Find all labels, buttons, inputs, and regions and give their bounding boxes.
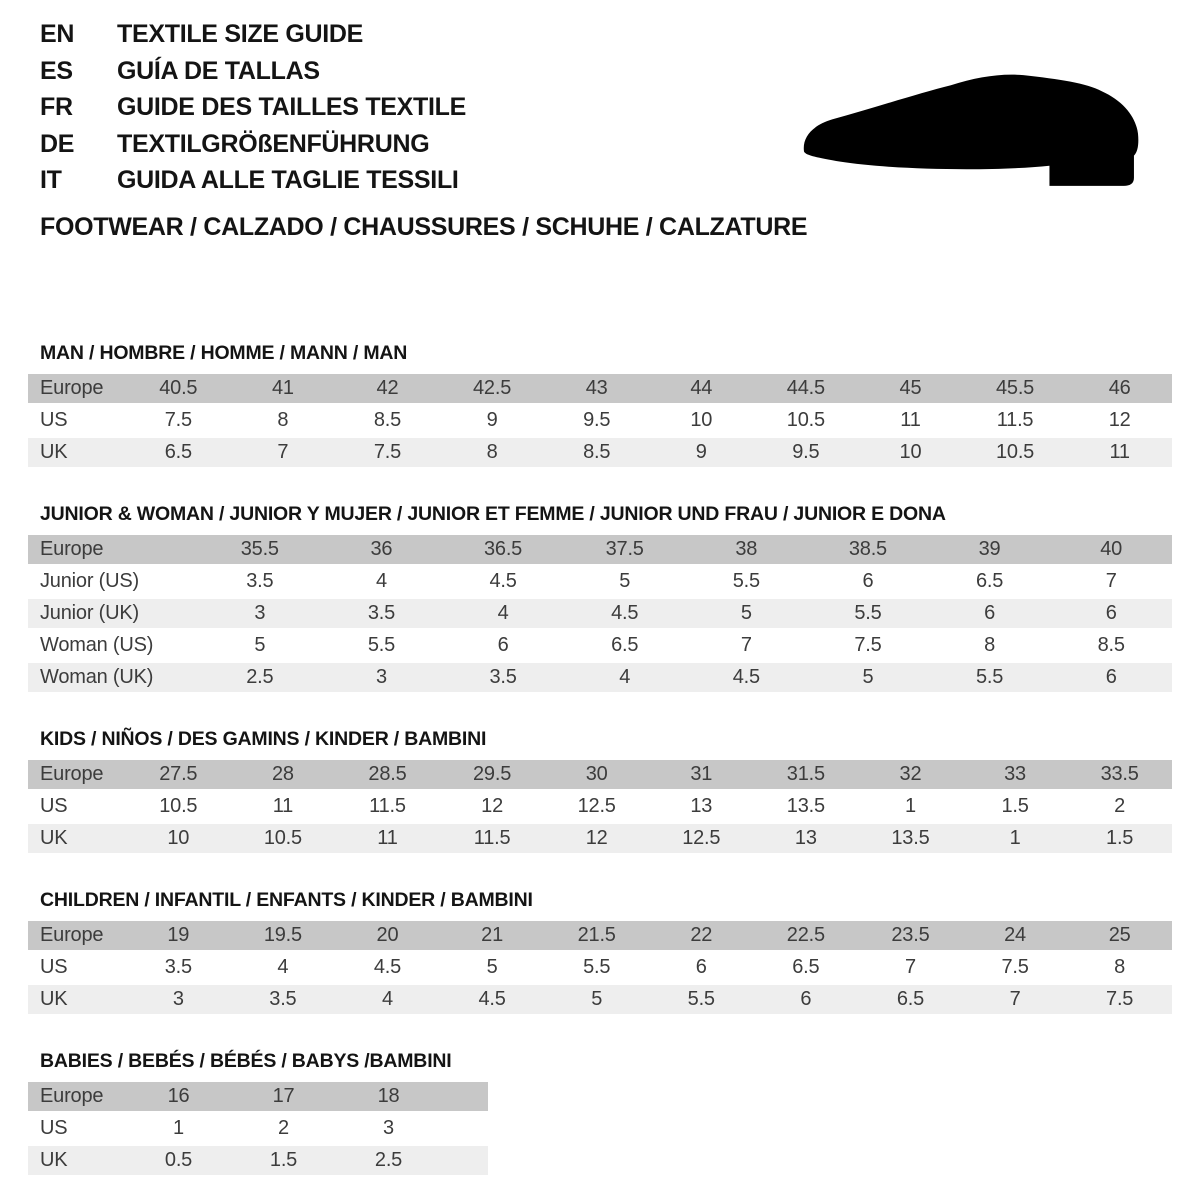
table-row [28,663,1172,692]
size-cell: 5.5 [975,665,1004,688]
size-cell: 5.5 [367,633,396,656]
size-cell: 6.5 [611,633,639,656]
size-cell: 42 [376,376,399,399]
language-code: IT [40,166,62,194]
table-row [28,1146,488,1175]
size-cell: 45 [899,376,922,399]
size-table [28,921,1172,1014]
size-cell: 1.5 [1001,794,1029,817]
language-title: GUIDE DES TAILLES TEXTILE [117,93,467,121]
size-cell: 11 [900,408,921,431]
size-cell: 44 [690,376,713,399]
row-label: Europe [40,376,104,399]
size-cell: 12.5 [682,826,721,849]
size-cell: 7 [740,633,752,656]
language-title-row [28,16,1172,53]
category-heading: FOOTWEAR / CALZADO / CHAUSSURES / SCHUHE / CALZATURE [40,212,808,241]
size-cell: 11.5 [473,826,511,849]
size-cell: 8.5 [373,408,402,431]
size-cell: 32 [899,762,922,785]
table-header-row [28,535,1172,564]
size-cell: 9 [695,440,707,463]
size-cell: 13.5 [786,794,825,817]
size-cell: 11.5 [996,408,1034,431]
row-label: Woman (US) [40,633,154,656]
size-cell: 9.5 [583,408,611,431]
size-cell: 1.5 [1106,826,1134,849]
table-row [28,792,1172,821]
size-table-section [28,1050,1172,1175]
size-cell: 5 [740,601,752,624]
language-code: EN [40,20,75,48]
size-cell: 3 [172,987,184,1010]
size-table-section [28,503,1172,692]
size-cell: 3 [254,601,266,624]
size-cell: 11 [272,794,294,817]
size-cell: 5 [862,665,874,688]
row-label: UK [40,1148,68,1171]
size-table-section [28,342,1172,467]
size-cell: 8 [486,440,498,463]
size-cell: 37.5 [605,537,644,560]
size-cell: 7.5 [164,408,192,431]
language-title: GUÍA DE TALLAS [117,56,320,85]
size-tables [28,342,1172,1175]
size-cell: 22 [690,923,713,946]
size-table [28,760,1172,853]
table-row [28,953,1172,982]
size-cell: 7 [277,440,289,463]
size-cell: 13 [794,826,817,849]
size-cell: 6.5 [792,955,820,978]
size-cell: 6 [862,569,874,592]
size-cell: 36.5 [483,537,523,560]
size-cell: 1 [1009,826,1021,849]
table-row [28,567,1172,596]
size-cell: 33.5 [1100,762,1139,785]
size-cell: 36 [370,537,393,560]
table-header-row [28,374,1172,403]
size-cell: 23.5 [891,923,930,946]
size-cell: 4 [277,955,289,978]
size-cell: 21.5 [577,923,616,946]
table-row [28,406,1172,435]
size-cell: 3.5 [489,665,517,688]
row-label: US [40,1116,68,1139]
size-cell: 4 [375,569,387,592]
size-table [28,374,1172,467]
size-cell: 13 [690,794,713,817]
row-label: US [40,955,68,978]
language-title: TEXTILE SIZE GUIDE [117,20,364,48]
size-cell: 35.5 [240,537,279,560]
size-cell: 38 [735,537,758,560]
size-cell: 16 [167,1084,190,1107]
size-table-section [28,889,1172,1014]
size-cell: 8 [1114,955,1126,978]
size-cell: 11 [1109,440,1130,463]
size-cell: 6 [695,955,707,978]
size-cell: 7 [1009,987,1021,1010]
row-label: UK [40,987,68,1010]
table-header-row [28,921,1172,950]
size-cell: 29.5 [473,762,512,785]
table-row [28,824,1172,853]
size-cell: 4.5 [611,601,639,624]
size-cell: 5 [486,955,498,978]
size-cell: 9.5 [792,440,820,463]
dress-shoe-icon [800,72,1142,192]
size-cell: 20 [376,923,399,946]
table-row [28,438,1172,467]
size-cell: 3 [375,665,387,688]
size-cell: 1 [173,1116,184,1139]
size-cell: 19.5 [263,923,302,946]
size-cell: 17 [272,1084,295,1107]
size-cell: 10.5 [159,794,198,817]
size-cell: 10.5 [263,826,302,849]
size-cell: 1.5 [269,1148,298,1171]
table-header-row [28,1082,488,1111]
table-title: JUNIOR & WOMAN / JUNIOR Y MUJER / JUNIOR ET FEMME / JUNIOR UND FRAU / JUNIOR E DONA [40,502,946,525]
size-cell: 8 [277,408,289,431]
row-label: Europe [40,537,104,560]
size-cell: 7.5 [1106,987,1134,1010]
size-cell: 30 [585,762,608,785]
size-cell: 25 [1108,923,1131,946]
size-cell: 8.5 [583,440,611,463]
table-header-row [28,760,1172,789]
size-cell: 3.5 [164,955,192,978]
size-cell: 7.5 [373,440,402,463]
size-cell: 5.5 [583,955,611,978]
size-cell: 5 [619,569,631,592]
language-code: DE [40,129,75,158]
language-title: GUIDA ALLE TAGLIE TESSILI [117,166,459,194]
size-cell: 33 [1004,762,1026,785]
size-cell: 4.5 [373,955,402,978]
size-cell: 5.5 [854,601,882,624]
table-title: CHILDREN / INFANTIL / ENFANTS / KINDER / BAMBINI [40,888,533,911]
row-label: UK [40,826,68,849]
row-label: US [40,408,68,431]
table-title: BABIES / BEBÉS / BÉBÉS / BABYS /BAMBINI [40,1049,452,1072]
guide-header [28,16,1172,246]
size-cell: 46 [1108,376,1131,399]
size-cell: 24 [1004,923,1026,946]
size-cell: 7.5 [1001,955,1029,978]
size-cell: 18 [377,1084,400,1107]
size-cell: 2.5 [246,665,274,688]
table-title: KIDS / NIÑOS / DES GAMINS / KINDER / BAMBINI [40,727,487,750]
size-cell: 22.5 [786,923,825,946]
size-table [28,535,1172,692]
size-cell: 6 [497,633,509,656]
size-cell: 7 [1105,569,1117,592]
size-cell: 3.5 [246,569,274,592]
size-cell: 4.5 [478,987,506,1010]
size-cell: 12.5 [577,794,616,817]
size-cell: 10.5 [786,408,825,431]
size-cell: 10 [167,826,190,849]
size-cell: 38.5 [848,537,887,560]
size-cell: 40 [1100,537,1123,560]
size-cell: 12 [585,826,608,849]
size-cell: 44.5 [786,376,825,399]
size-cell: 5 [591,987,603,1010]
size-cell: 2 [1114,794,1126,817]
table-title: MAN / HOMBRE / HOMME / MANN / MAN [40,341,408,364]
language-code: FR [40,93,73,121]
size-cell: 8 [984,633,996,656]
size-cell: 1 [904,794,916,817]
size-cell: 3 [383,1116,394,1139]
size-cell: 7 [904,955,916,978]
row-label: Europe [40,923,104,946]
size-cell: 3.5 [367,601,396,624]
size-cell: 10 [690,408,713,431]
size-cell: 28.5 [368,762,407,785]
row-label: US [40,794,68,817]
size-cell: 4 [619,665,631,688]
size-cell: 5.5 [687,987,715,1010]
table-row [28,1114,488,1143]
size-cell: 43 [585,376,608,399]
size-cell: 12 [1108,408,1131,431]
size-cell: 2 [278,1116,289,1139]
table-row [28,631,1172,660]
size-cell: 21 [481,923,503,946]
size-cell: 3.5 [269,987,297,1010]
size-cell: 6 [984,601,996,624]
size-table-section [28,728,1172,853]
size-cell: 19 [167,923,190,946]
shoe-silhouette-path [804,75,1139,186]
size-cell: 12 [481,794,503,817]
size-cell: 11.5 [369,794,406,817]
row-label: Junior (US) [40,569,139,592]
size-cell: 5.5 [732,569,760,592]
size-cell: 6 [800,987,812,1010]
language-code: ES [40,56,73,85]
size-cell: 4.5 [732,665,760,688]
size-cell: 31.5 [786,762,825,785]
size-cell: 13.5 [891,826,930,849]
size-cell: 45.5 [995,376,1035,399]
row-label: Europe [40,1084,104,1107]
language-title: TEXTILGRÖßENFÜHRUNG [117,129,430,158]
size-cell: 8.5 [1097,633,1125,656]
size-cell: 5 [254,633,266,656]
size-cell: 41 [271,376,294,399]
size-cell: 2.5 [374,1148,403,1171]
row-label: Woman (UK) [40,665,154,688]
size-cell: 39 [978,537,1001,560]
size-cell: 11 [377,826,398,849]
row-label: UK [40,440,68,463]
size-cell: 42.5 [473,376,512,399]
size-cell: 6.5 [164,440,192,463]
size-cell: 31 [690,762,713,785]
size-cell: 4 [497,601,509,624]
size-cell: 10 [899,440,922,463]
size-cell: 27.5 [159,762,198,785]
size-cell: 7.5 [854,633,882,656]
size-cell: 4 [382,987,393,1010]
size-cell: 9 [486,408,498,431]
row-label: Junior (UK) [40,601,139,624]
table-row [28,599,1172,628]
size-cell: 28 [271,762,294,785]
size-cell: 6 [1105,601,1117,624]
size-cell: 10.5 [995,440,1035,463]
row-label: Europe [40,762,104,785]
size-cell: 6 [1105,665,1117,688]
size-table [28,1082,488,1175]
size-cell: 40.5 [159,376,198,399]
size-cell: 0.5 [164,1148,193,1171]
table-row [28,985,1172,1014]
size-cell: 6.5 [975,569,1004,592]
size-cell: 6.5 [896,987,925,1010]
size-cell: 4.5 [489,569,517,592]
